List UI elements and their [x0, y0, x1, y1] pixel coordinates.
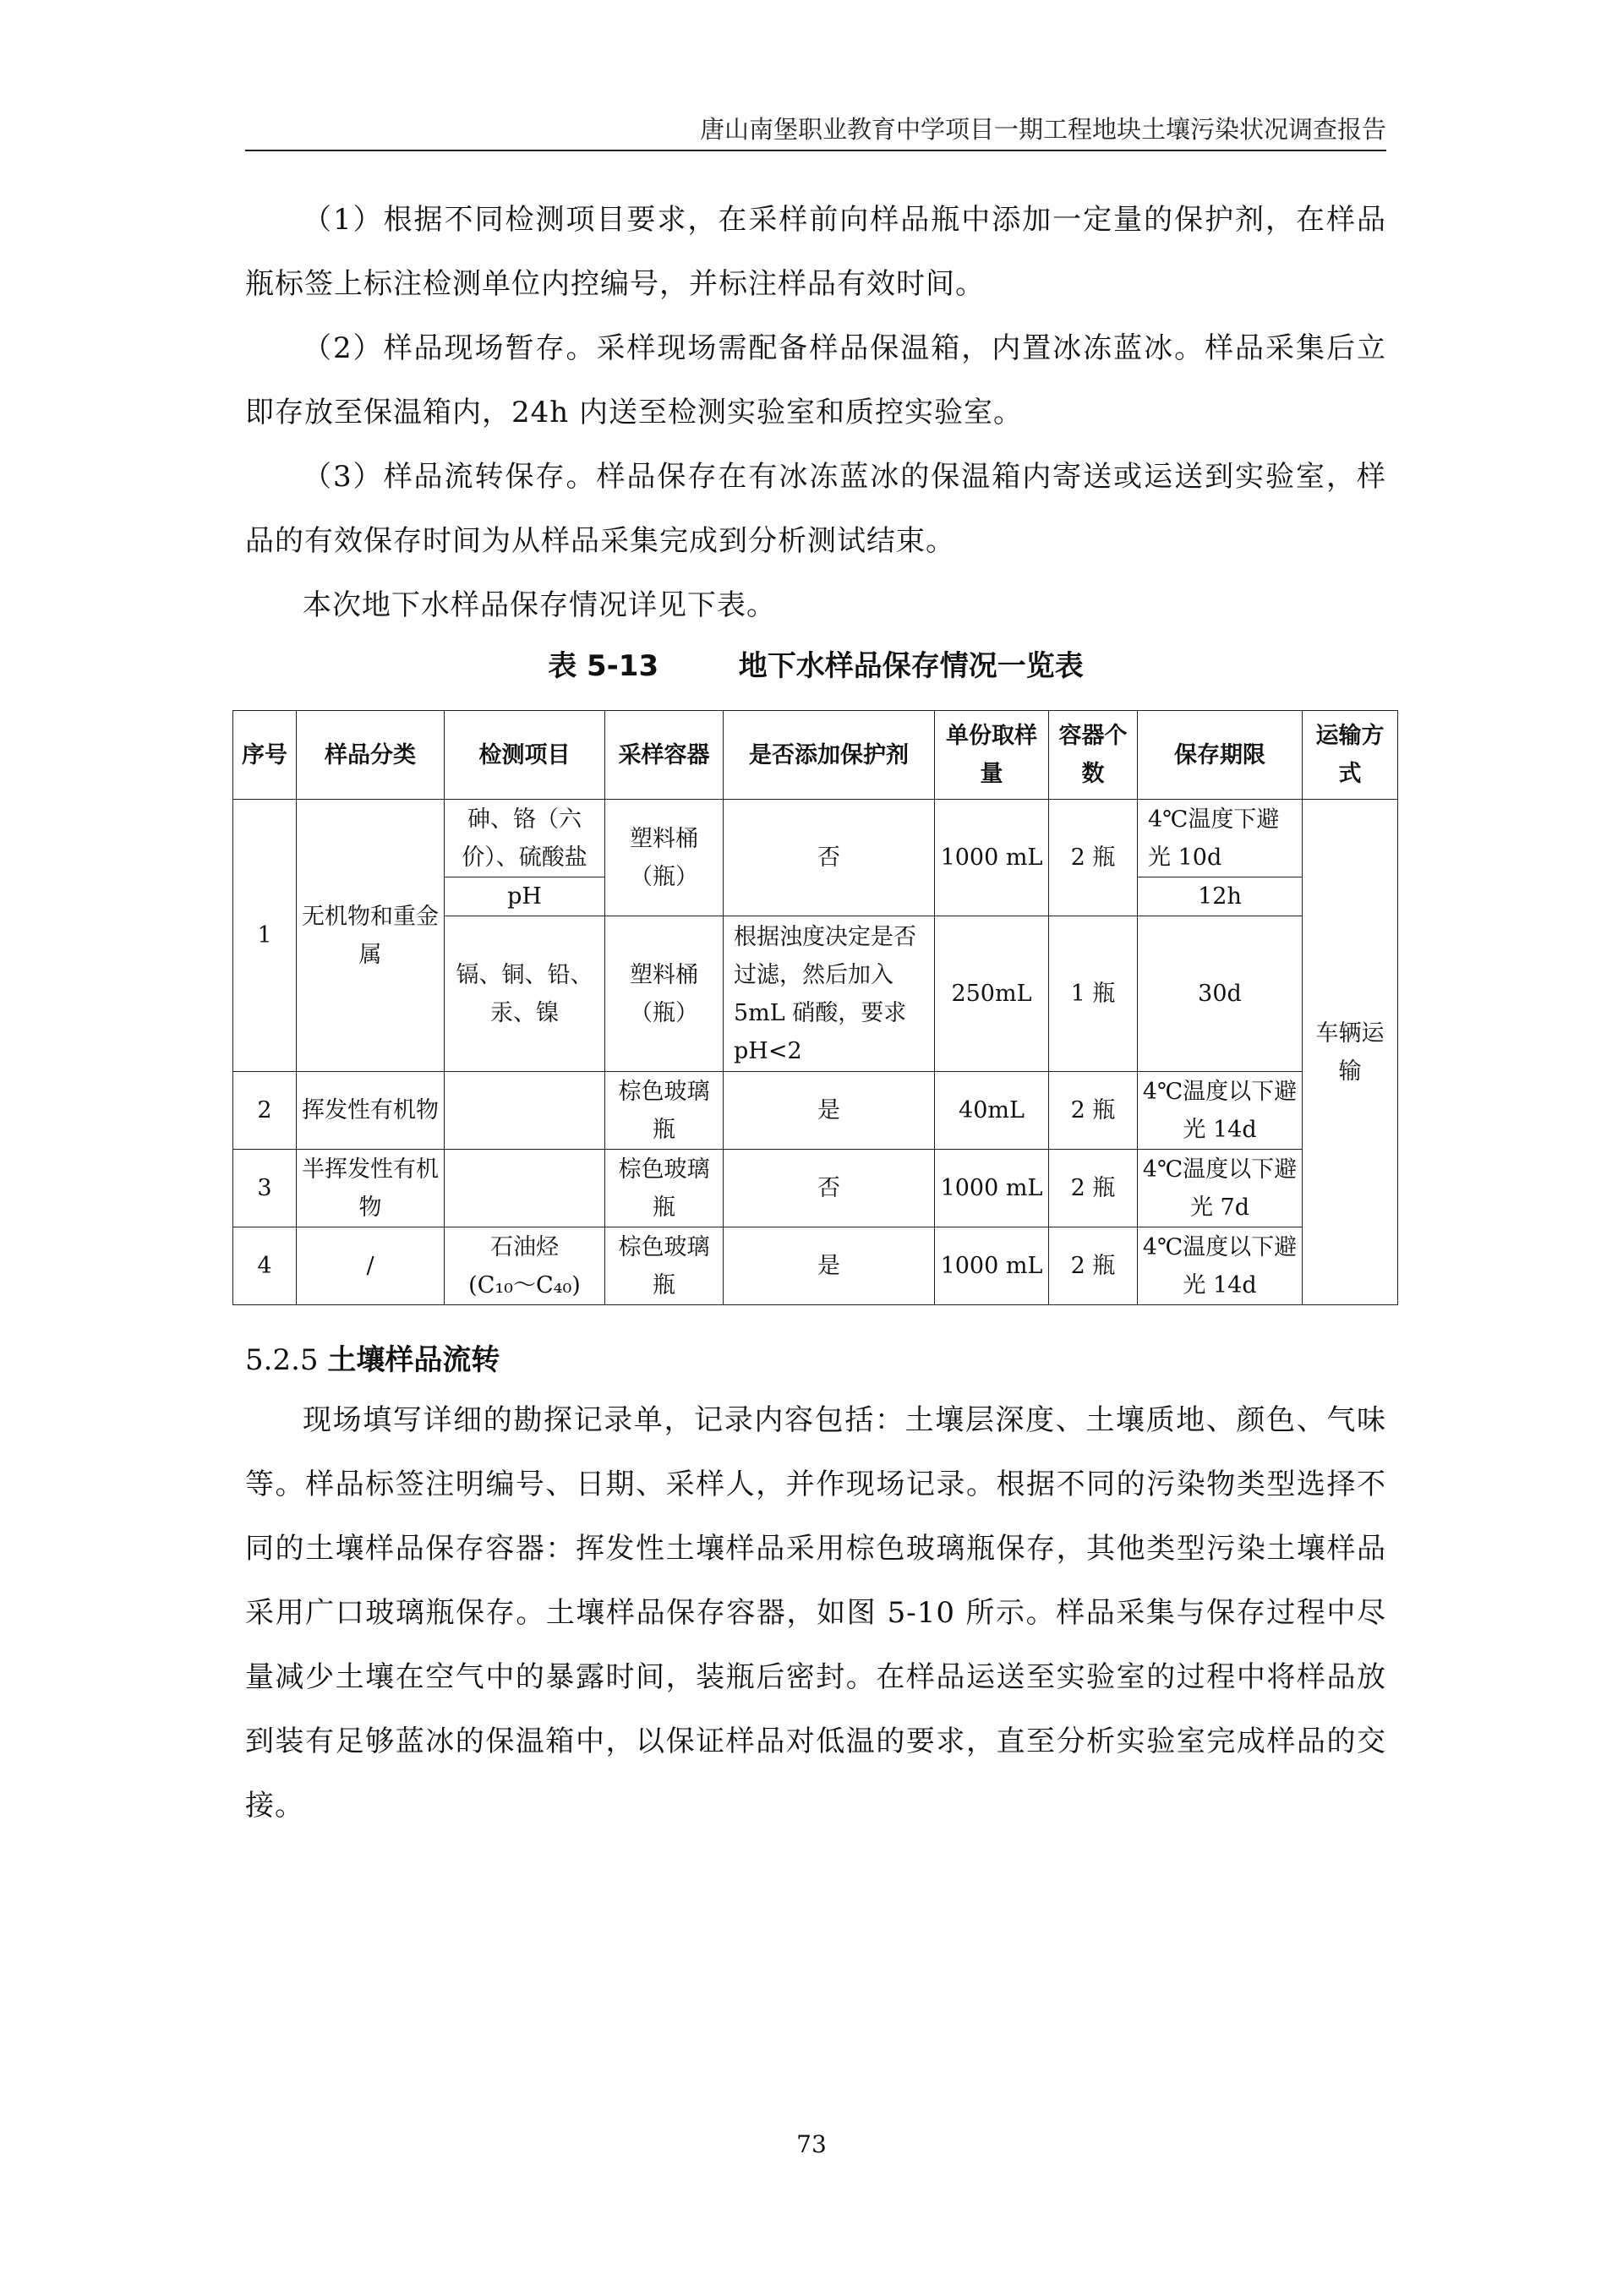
table-cell	[445, 1150, 605, 1227]
table-cell: pH	[445, 877, 605, 916]
header-cell: 容器个数	[1049, 711, 1138, 800]
section-title: 土壤样品流转	[327, 1343, 500, 1377]
table-cell: 40mL	[935, 1072, 1049, 1150]
table-cell: 车辆运输	[1303, 800, 1398, 1305]
table-cell: 1 瓶	[1049, 916, 1138, 1072]
table-cell: 根据浊度决定是否过滤，然后加入 5mL 硝酸，要求 pH<2	[724, 916, 935, 1072]
header-cell: 采样容器	[605, 711, 724, 800]
table-cell: 是	[724, 1072, 935, 1150]
table-cell: 3	[233, 1150, 297, 1227]
table-row	[233, 1150, 1398, 1227]
table-cell: 2 瓶	[1049, 800, 1138, 916]
table-cell: 挥发性有机物	[297, 1072, 445, 1150]
table-cell: 是	[724, 1227, 935, 1305]
table-cell: 棕色玻璃瓶	[605, 1072, 724, 1150]
table-cell: 4℃温度以下避光 7d	[1138, 1150, 1303, 1227]
table-cell: 1000 mL	[935, 1150, 1049, 1227]
table-cell: 塑料桶（瓶）	[605, 800, 724, 916]
header-cell: 运输方式	[1303, 711, 1398, 800]
table-cell: 1	[233, 800, 297, 1072]
paragraph: （3）样品流转保存。样品保存在有冰冻蓝冰的保温箱内寄送或运送到实验室，样品的有效保存时间为从样品采集完成到分析测试结束。	[245, 460, 1386, 558]
table-cell: 4	[233, 1227, 297, 1305]
table-cell: 4℃温度下避光 10d	[1138, 800, 1303, 877]
section-number: 5.2.5	[245, 1343, 319, 1377]
paragraph: （2）样品现场暂存。采样现场需配备样品保温箱，内置冰冻蓝冰。样品采集后立即存放至保温箱内，24h 内送至检测实验室和质控实验室。	[245, 331, 1386, 429]
table-cell: 1000 mL	[935, 1227, 1049, 1305]
table-cell: 半挥发性有机物	[297, 1150, 445, 1227]
table-cell: 4℃温度以下避光 14d	[1138, 1227, 1303, 1305]
header-cell: 样品分类	[297, 711, 445, 800]
table-cell: 否	[724, 800, 935, 916]
table-cell: 镉、铜、铅、汞、镍	[445, 916, 605, 1072]
body-text-top	[245, 188, 1386, 637]
body-text-bottom	[245, 1388, 1386, 1838]
table-row	[233, 1072, 1398, 1150]
table-cell: 无机物和重金属	[297, 800, 445, 1072]
header-cell: 是否添加保护剂	[724, 711, 935, 800]
header-cell: 序号	[233, 711, 297, 800]
table-cell: 否	[724, 1150, 935, 1227]
table-cell: /	[297, 1227, 445, 1305]
paragraph: 本次地下水样品保存情况详见下表。	[303, 588, 776, 622]
table-cell: 2	[233, 1072, 297, 1150]
table-cell: 棕色玻璃瓶	[605, 1227, 724, 1305]
table-cell: 塑料桶（瓶）	[605, 916, 724, 1072]
paragraph: 现场填写详细的勘探记录单，记录内容包括：土壤层深度、土壤质地、颜色、气味等。样品标签注明编号、日期、采样人，并作现场记录。根据不同的污染物类型选择不同的土壤样品保存容器：挥发性土壤样品采用棕色玻璃瓶保存，其他类型污染土壤样品采用广口玻璃瓶保存。土壤样品保存容器，如图 5-10 所示。样品采集与保存过程中尽量减少土壤在空气中的暴露时间，装瓶后密封。在样品运送至实验室的过程中将样品放到装有足够蓝冰的保温箱中，以保证样品对低温的要求，直至分析实验室完成样品的交接。	[245, 1403, 1386, 1823]
table-cell	[445, 1227, 605, 1305]
table-cell: 棕色玻璃瓶	[605, 1150, 724, 1227]
table-row	[233, 800, 1398, 877]
table-cell: 2 瓶	[1049, 1227, 1138, 1305]
table-cell: 砷、铬（六价）、硫酸盐	[445, 800, 605, 877]
section-heading	[245, 1332, 1386, 1388]
table-cell: 2 瓶	[1049, 1150, 1138, 1227]
table-title: 表 5-13 地下水样品保存情况一览表	[548, 649, 1084, 683]
table-cell: 4℃温度以下避光 14d	[1138, 1072, 1303, 1150]
header-cell: 检测项目	[445, 711, 605, 800]
table-cell: 30d	[1138, 916, 1303, 1072]
header-cell: 单份取样量	[935, 711, 1049, 800]
table-cell: 1000 mL	[935, 800, 1049, 916]
table-cell	[445, 1072, 605, 1150]
paragraph: （1）根据不同检测项目要求，在采样前向样品瓶中添加一定量的保护剂，在样品瓶标签上标注检测单位内控编号，并标注样品有效时间。	[245, 203, 1386, 301]
table-header-row	[233, 711, 1398, 800]
header-rule	[245, 150, 1386, 151]
running-header: 唐山南堡职业教育中学项目一期工程地块土壤污染状况调查报告	[699, 115, 1386, 144]
page-number: 73	[796, 2130, 827, 2158]
table-row	[233, 1227, 1398, 1305]
table-cell: 2 瓶	[1049, 1072, 1138, 1150]
sample-preservation-table	[232, 710, 1398, 1305]
test-item-name: 石油烃	[490, 1233, 559, 1260]
test-item-range: (C₁₀～C₄₀)	[468, 1271, 581, 1298]
table-cell: 250mL	[935, 916, 1049, 1072]
table-cell: 12h	[1138, 877, 1303, 916]
header-cell: 保存期限	[1138, 711, 1303, 800]
